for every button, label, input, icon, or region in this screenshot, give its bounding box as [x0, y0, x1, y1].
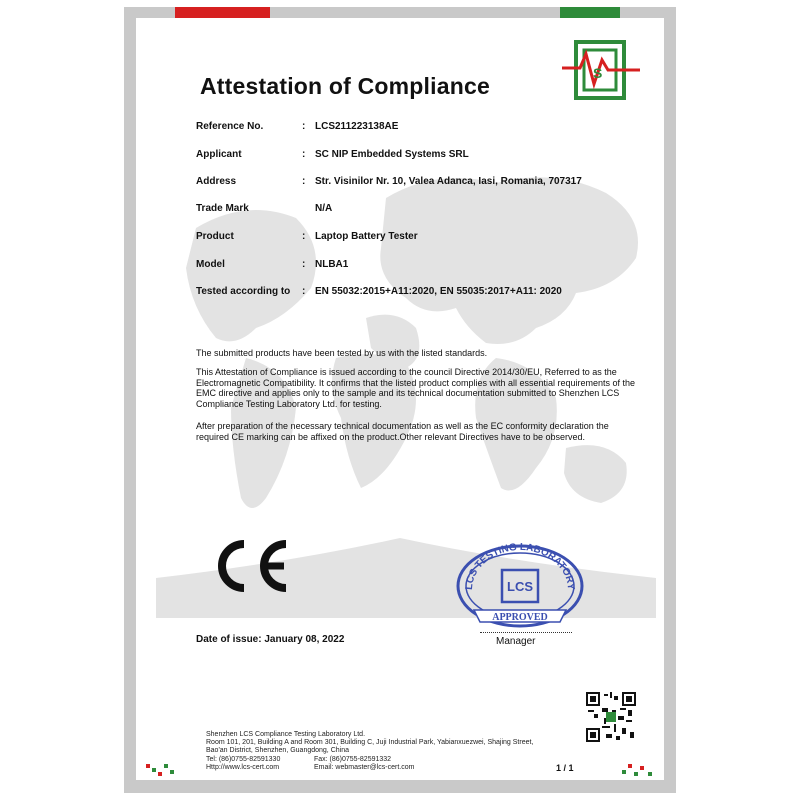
- svg-text:S: S: [593, 65, 603, 81]
- footer-dots-left: [146, 764, 186, 778]
- issue-date: Date of issue: January 08, 2022: [196, 634, 345, 645]
- signature-title: Manager: [496, 636, 536, 647]
- stamp-top-text: LCS TESTING LABORATORY: [463, 541, 577, 591]
- field-value: N/A: [315, 203, 333, 214]
- footer-line: Bao'an District, Shenzhen, Guangdong, China: [206, 747, 349, 755]
- signature-line: [480, 632, 572, 633]
- paragraph-ce-marking: After preparation of the necessary technical documentation as well as the EC conformity declaration the required CE marking can be affixed on the product.Other relevant Directives have to be observed.: [196, 421, 609, 442]
- footer-fax: Fax: (86)0755-82591332: [314, 755, 392, 763]
- field-value: LCS211223138AE: [315, 121, 399, 132]
- field-value: NLBA1: [315, 259, 349, 270]
- stamp-center-text: LCS: [507, 579, 533, 594]
- paragraph-tested-statement: The submitted products have been tested by us with the listed standards.: [196, 348, 488, 358]
- field-colon: :: [302, 286, 306, 297]
- document-title: Attestation of Compliance: [200, 73, 490, 99]
- field-label: Product: [196, 231, 234, 242]
- field-label: Reference No.: [196, 121, 264, 132]
- approved-stamp: [452, 540, 588, 628]
- field-value: EN 55032:2015+A11:2020, EN 55035:2017+A11: 2020: [315, 286, 562, 297]
- field-label: Address: [196, 176, 237, 187]
- ce-mark: [210, 538, 290, 594]
- field-colon: :: [302, 259, 306, 270]
- qr-code: [586, 692, 636, 742]
- field-label: Tested according to: [196, 286, 291, 297]
- field-label: Model: [196, 259, 225, 270]
- top-red-bar: [175, 7, 270, 18]
- footer-dots-right: [622, 764, 662, 778]
- top-green-bar: [560, 7, 620, 18]
- stamp-bottom-text: APPROVED: [492, 612, 548, 623]
- field-label: Applicant: [196, 149, 242, 160]
- field-colon: :: [302, 231, 306, 242]
- field-colon: :: [302, 121, 306, 132]
- paragraph-directive: This Attestation of Compliance is issued according to the council Directive 2014/30/EU, Referred to as the Electromagnetic Compatibility. It confirms that the listed product complies with all essential requirements of the EMC directive and applies only to the sample and its technical documentation submitted to Shenzhen LCS Compliance Testing Laboratory Ltd. for testing.: [196, 367, 636, 409]
- page-number: 1 / 1: [556, 763, 574, 773]
- lcs-logo: [562, 40, 640, 102]
- field-label: Trade Mark: [196, 203, 249, 214]
- field-colon: :: [302, 149, 306, 160]
- footer-address: [206, 731, 533, 772]
- field-colon: :: [302, 176, 306, 187]
- field-value: Str. Visinilor Nr. 10, Valea Adanca, Iasi, Romania, 707317: [315, 176, 582, 187]
- footer-line: Shenzhen LCS Compliance Testing Laboratory Ltd.: [206, 731, 366, 738]
- footer-web-link[interactable]: Http://www.lcs-cert.com: [206, 763, 280, 771]
- footer-email[interactable]: Email: webmaster@lcs-cert.com: [314, 763, 415, 771]
- footer-line: Room 101, 201, Building A and Room 301, Building C, Juji Industrial Park, Yabianxuezwei, Shajing Street,: [206, 739, 534, 747]
- footer-tel: Tel: (86)0755-82591330: [206, 755, 281, 763]
- field-value: Laptop Battery Tester: [315, 231, 418, 242]
- field-value: SC NIP Embedded Systems SRL: [315, 149, 469, 160]
